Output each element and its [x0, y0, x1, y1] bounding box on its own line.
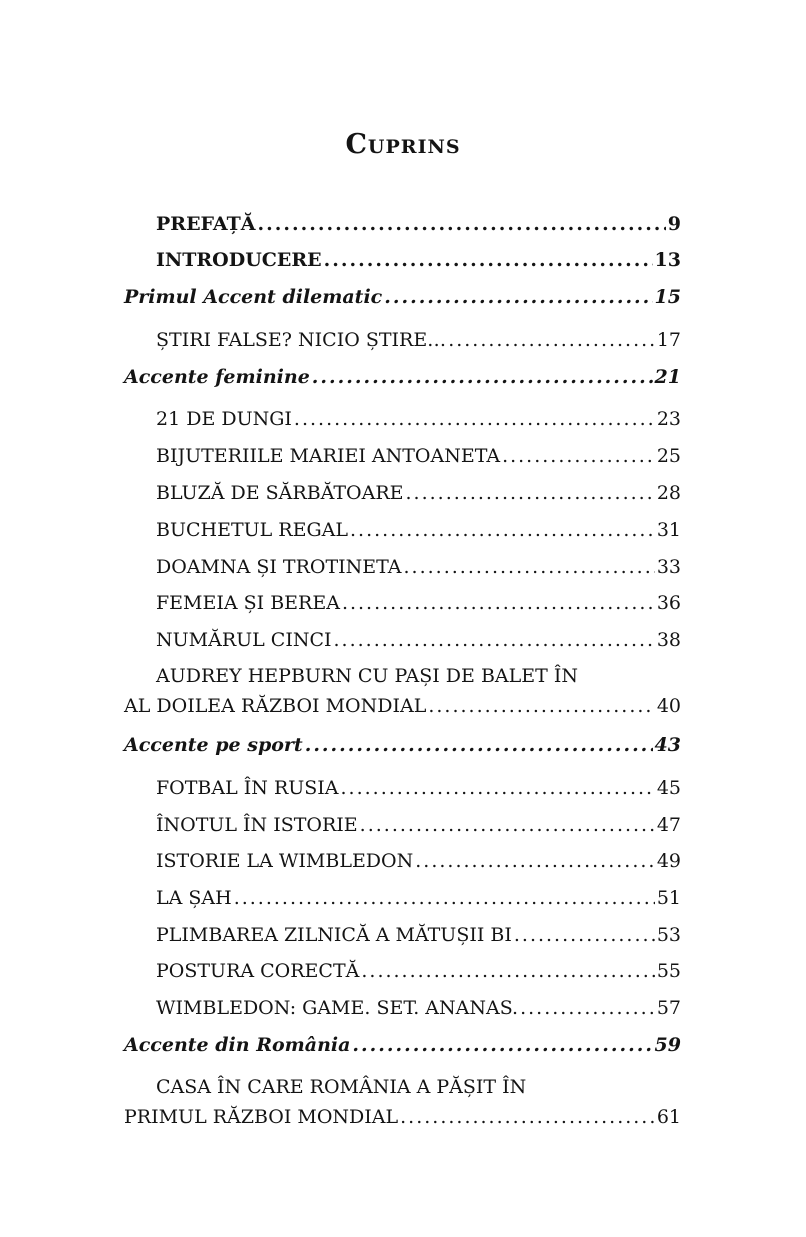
dot-leader — [404, 555, 655, 579]
toc-page-number: 57 — [656, 997, 681, 1019]
toc-page-number: 53 — [656, 924, 681, 946]
toc-entry-label: FOTBAL ÎN RUSIA — [156, 777, 339, 799]
toc-entry-label: LA ȘAH — [156, 887, 232, 909]
toc-entry-la-sah[interactable] — [156, 886, 681, 910]
dot-leader — [350, 518, 655, 542]
toc-section-label: Accente feminine — [124, 366, 310, 388]
toc-page-number: 23 — [656, 408, 681, 430]
dot-leader — [234, 886, 655, 910]
toc-entry-label: BLUZĂ DE SĂRBĂTOARE — [156, 482, 404, 504]
toc-entry-audrey-line1[interactable]: AUDREY HEPBURN CU PAȘI DE BALET ÎN — [156, 665, 578, 687]
toc-page-number: 49 — [656, 850, 681, 872]
dot-leader — [520, 996, 655, 1020]
toc-section-label: Accente pe sport — [124, 734, 303, 756]
toc-entry-label: ÎNOTUL ÎN ISTORIE — [156, 814, 358, 836]
dot-leader — [361, 959, 654, 983]
toc-entry-istorie-wimbledon[interactable] — [156, 849, 681, 873]
toc-page-number: 9 — [667, 213, 681, 235]
toc-page-number: 45 — [656, 777, 681, 799]
toc-page-number: 59 — [654, 1034, 681, 1056]
toc-section-accente-sport[interactable] — [124, 733, 681, 757]
toc-entry-label: PREFAȚĂ — [156, 213, 256, 235]
toc-entry-label: FEMEIA ȘI BEREA — [156, 592, 340, 614]
toc-page-number: 28 — [656, 482, 681, 504]
toc-page-number: 31 — [656, 519, 681, 541]
toc-entry-buchetul[interactable] — [156, 518, 681, 542]
toc-page-number: 61 — [656, 1106, 681, 1128]
toc-page-number: 43 — [654, 734, 681, 756]
toc-entry-femeia[interactable] — [156, 591, 681, 615]
dot-leader — [258, 212, 666, 236]
toc-page-number: 38 — [656, 629, 681, 651]
dot-leader — [342, 591, 655, 615]
dot-leader — [305, 733, 653, 757]
dot-leader — [324, 248, 653, 272]
toc-section-primul-accent[interactable] — [124, 285, 681, 309]
toc-entry-label: ȘTIRI FALSE? NICIO ȘTIRE… — [156, 329, 447, 351]
toc-page-number: 21 — [654, 366, 681, 388]
toc-page-number: 15 — [654, 286, 681, 308]
toc-entry-label: INTRODUCERE — [156, 249, 322, 271]
toc-section-accente-romania[interactable] — [124, 1033, 681, 1057]
toc-entry-label: NUMĂRUL CINCI — [156, 629, 332, 651]
dot-leader — [360, 813, 655, 837]
toc-entry-introducere[interactable] — [156, 248, 681, 272]
dot-leader — [312, 365, 653, 389]
toc-page-number: 13 — [654, 249, 681, 271]
toc-page-number: 17 — [656, 329, 681, 351]
toc-entry-label: ISTORIE LA WIMBLEDON — [156, 850, 414, 872]
dot-leader — [400, 1105, 655, 1129]
toc-page-number: 51 — [656, 887, 681, 909]
toc-entry-numarul[interactable] — [156, 628, 681, 652]
dot-leader — [514, 923, 655, 947]
toc-entry-label: PRIMUL RĂZBOI MONDIAL — [124, 1106, 399, 1128]
dot-leader — [352, 1033, 652, 1057]
toc-entry-casa[interactable] — [124, 1105, 681, 1129]
dot-leader — [448, 328, 655, 352]
toc-entry-audrey[interactable] — [124, 694, 681, 718]
toc-entry-label: AL DOILEA RĂZBOI MONDIAL — [124, 695, 427, 717]
toc-entry-doamna[interactable] — [156, 555, 681, 579]
toc-entry-inotul[interactable] — [156, 813, 681, 837]
toc-entry-bluza[interactable] — [156, 481, 681, 505]
toc-entry-prefata[interactable] — [156, 212, 681, 236]
toc-entry-plimbarea[interactable] — [156, 923, 681, 947]
toc-page-number: 36 — [656, 592, 681, 614]
dot-leader — [294, 407, 655, 431]
toc-entry-bijuteriile[interactable] — [156, 444, 681, 468]
toc-entry-label: POSTURA CORECTĂ — [156, 960, 360, 982]
toc-entry-label: DOAMNA ȘI TROTINETA — [156, 556, 402, 578]
dot-leader — [502, 444, 655, 468]
toc-entry-dungi[interactable] — [156, 407, 681, 431]
toc-entry-postura[interactable] — [156, 959, 681, 983]
toc-entry-wimbledon-game[interactable] — [156, 996, 681, 1020]
toc-entry-fotbal[interactable] — [156, 776, 681, 800]
page-title: Cuprins — [345, 129, 461, 160]
toc-page-number: 55 — [656, 960, 681, 982]
toc-page-number: 47 — [656, 814, 681, 836]
dot-leader — [334, 628, 655, 652]
toc-entry-stiri[interactable] — [156, 328, 681, 352]
dot-leader — [415, 849, 655, 873]
toc-entry-casa-line1[interactable]: CASA ÎN CARE ROMÂNIA A PĂȘIT ÎN — [156, 1076, 527, 1098]
toc-page-number: 25 — [656, 445, 681, 467]
dot-leader — [406, 481, 655, 505]
toc-section-label: Primul Accent dilematic — [124, 286, 383, 308]
toc-page-number: 40 — [656, 695, 681, 717]
toc-entry-label: 21 DE DUNGI — [156, 408, 292, 430]
toc-section-accente-feminine[interactable] — [124, 365, 681, 389]
toc-section-label: Accente din România — [124, 1034, 351, 1056]
toc-page-number: 33 — [656, 556, 681, 578]
dot-leader — [384, 285, 652, 309]
dot-leader — [428, 694, 654, 718]
toc-entry-label: BUCHETUL REGAL — [156, 519, 348, 541]
toc-entry-label: PLIMBAREA ZILNICĂ A MĂTUȘII BI — [156, 924, 512, 946]
toc-entry-label: WIMBLEDON: GAME. SET. ANANAS. — [156, 997, 519, 1019]
toc-entry-label: BIJUTERIILE MARIEI ANTOANETA — [156, 445, 501, 467]
dot-leader — [341, 776, 655, 800]
